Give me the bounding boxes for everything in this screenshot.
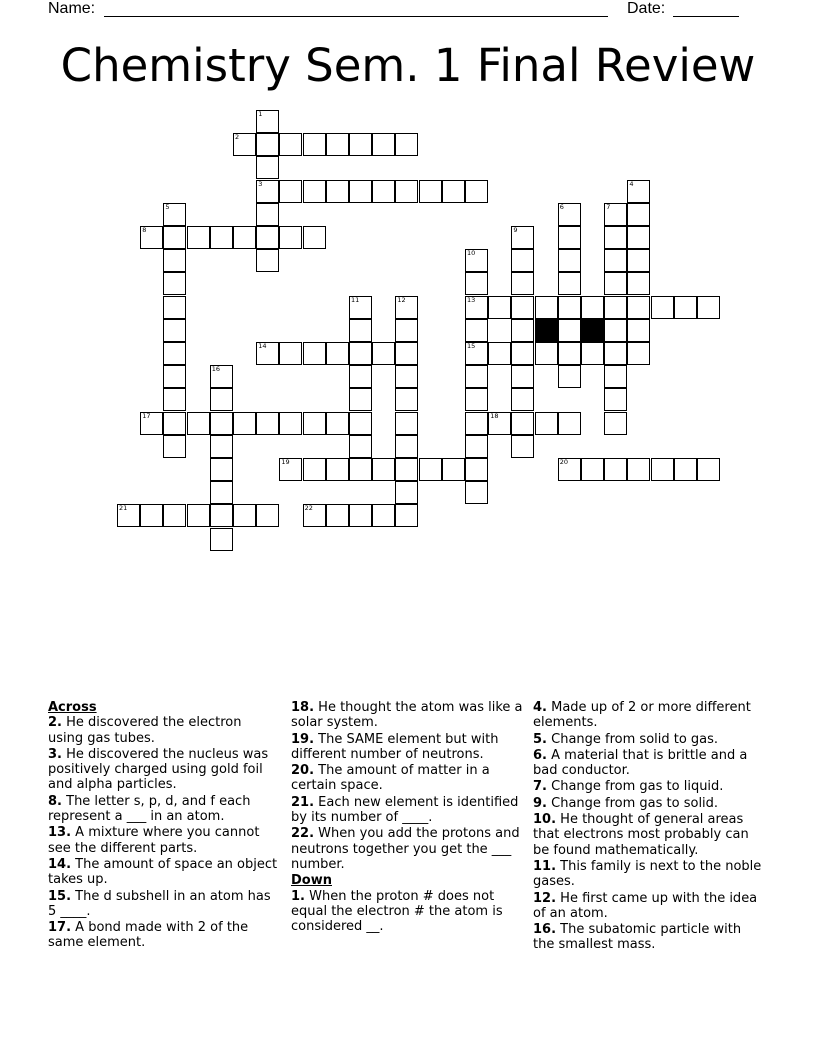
grid-cell[interactable]	[674, 296, 697, 319]
down-heading: Down	[291, 873, 332, 889]
clue-text: This family is next to the noble gases.	[533, 858, 762, 890]
clue-item	[533, 700, 765, 731]
clue-number: 7.	[533, 779, 547, 795]
grid-cell[interactable]	[279, 133, 302, 156]
grid-cell[interactable]	[140, 412, 163, 435]
clue-number: 2.	[48, 715, 62, 731]
clue-item	[533, 748, 765, 779]
clue-item	[48, 889, 280, 920]
grid-cell[interactable]	[349, 504, 372, 527]
clue-number: 1.	[291, 888, 305, 904]
clue-text: A mixture where you cannot see the different parts.	[48, 825, 260, 856]
grid-cell[interactable]	[210, 504, 233, 527]
grid-cell[interactable]	[558, 319, 581, 342]
grid-cell[interactable]	[627, 319, 650, 342]
grid-cell[interactable]	[372, 458, 395, 481]
clue-number: 21.	[291, 794, 315, 810]
grid-cell[interactable]	[303, 226, 326, 249]
grid-cell[interactable]	[627, 458, 650, 481]
clue-text: The SAME element but with different number of neutrons.	[291, 731, 499, 762]
grid-cell[interactable]	[349, 342, 372, 365]
clue-number: 22.	[291, 826, 315, 842]
grid-cell[interactable]	[303, 412, 326, 435]
grid-cell[interactable]	[395, 435, 418, 458]
grid-cell[interactable]	[558, 412, 581, 435]
clue-item	[48, 920, 280, 951]
grid-cell[interactable]	[163, 249, 186, 272]
cell-number: 21	[119, 504, 128, 513]
grid-cell[interactable]	[511, 412, 534, 435]
grid-cell[interactable]	[419, 180, 442, 203]
cell-number: 19	[281, 458, 290, 466]
grid-cell[interactable]	[627, 272, 650, 295]
clue-item	[291, 826, 525, 872]
clue-number: 13.	[48, 825, 72, 841]
clue-item	[533, 796, 765, 811]
grid-cell[interactable]	[651, 296, 674, 319]
grid-cell[interactable]	[511, 388, 534, 411]
clue-number: 18.	[291, 700, 315, 715]
grid-cell[interactable]	[627, 180, 650, 203]
grid-cell[interactable]	[326, 504, 349, 527]
clue-item	[48, 715, 280, 746]
grid-cell[interactable]	[163, 226, 186, 249]
grid-cell[interactable]	[256, 180, 279, 203]
grid-cell[interactable]	[465, 388, 488, 411]
grid-cell[interactable]	[395, 458, 418, 481]
grid-cell[interactable]	[395, 412, 418, 435]
grid-cell[interactable]	[627, 342, 650, 365]
grid-cell[interactable]	[604, 272, 627, 295]
clue-item	[291, 732, 525, 763]
grid-cell[interactable]	[465, 412, 488, 435]
clue-item	[291, 889, 525, 935]
grid-cell[interactable]	[511, 296, 534, 319]
cell-number: 18	[490, 411, 499, 420]
grid-cell[interactable]	[558, 249, 581, 272]
clue-item	[291, 763, 525, 794]
grid-cell[interactable]	[163, 319, 186, 342]
cell-number: 16	[211, 365, 221, 374]
grid-cell[interactable]	[604, 458, 627, 481]
grid-cell[interactable]	[163, 388, 186, 411]
grid-cell[interactable]	[488, 412, 511, 435]
cell-number: 10	[467, 249, 476, 258]
clue-number: 15.	[48, 888, 72, 904]
grid-cell[interactable]	[465, 342, 488, 365]
grid-cell[interactable]	[349, 133, 372, 156]
grid-cell[interactable]	[604, 203, 627, 226]
clue-text: He thought of general areas that electrons most probably can be found mathematically.	[533, 812, 749, 858]
grid-cell[interactable]	[210, 458, 233, 481]
grid-cell[interactable]	[279, 458, 302, 481]
clue-text: The amount of space an object takes up.	[48, 856, 278, 888]
grid-cell[interactable]	[395, 319, 418, 342]
page-title: Chemistry Sem. 1 Final Review	[60, 39, 756, 92]
clue-text: When the proton # does not equal the electron # the atom is considered __.	[291, 888, 503, 935]
clue-item	[48, 747, 280, 793]
grid-cell[interactable]	[604, 388, 627, 411]
grid-cell[interactable]	[349, 412, 372, 435]
cell-number: 8	[142, 226, 147, 234]
grid-cell[interactable]	[511, 342, 534, 365]
clue-item	[533, 779, 765, 794]
grid-cell[interactable]	[210, 365, 233, 388]
grid-cell[interactable]	[303, 133, 326, 156]
cell-number: 2	[235, 133, 240, 142]
cell-number: 9	[513, 226, 518, 234]
grid-cell[interactable]	[163, 203, 186, 226]
cell-number: 13	[467, 295, 476, 304]
clue-text: Each new element is identified by its number of ____.	[291, 794, 519, 826]
grid-cell[interactable]	[187, 412, 210, 435]
grid-cell[interactable]	[558, 226, 581, 249]
grid-cell[interactable]	[163, 435, 186, 458]
clue-column-2	[291, 700, 525, 935]
grid-cell[interactable]	[395, 481, 418, 504]
clue-text: The subatomic particle with the smallest mass.	[533, 922, 742, 953]
grid-cell[interactable]	[349, 180, 372, 203]
grid-cell[interactable]	[187, 226, 210, 249]
grid-cell[interactable]	[627, 296, 650, 319]
grid-cell[interactable]	[627, 226, 650, 249]
grid-cell[interactable]	[511, 435, 534, 458]
clue-item	[48, 794, 280, 825]
grid-cell[interactable]	[395, 180, 418, 203]
grid-cell[interactable]	[465, 296, 488, 319]
clue-item	[533, 859, 765, 890]
grid-cell[interactable]	[535, 296, 558, 319]
grid-cell[interactable]	[140, 504, 163, 527]
grid-cell[interactable]	[279, 412, 302, 435]
clue-number: 10.	[533, 812, 557, 828]
cell-number: 22	[304, 504, 313, 513]
grid-cell[interactable]	[326, 342, 349, 365]
grid-cell[interactable]	[511, 226, 534, 249]
clue-text: He first came up with the idea of an atom.	[533, 890, 758, 921]
clue-item	[48, 825, 280, 856]
grid-cell[interactable]	[163, 412, 186, 435]
clue-text: A material that is brittle and a bad conductor.	[533, 747, 748, 779]
grid-cell[interactable]	[256, 203, 279, 226]
grid-cell[interactable]	[163, 272, 186, 295]
grid-cell[interactable]	[395, 365, 418, 388]
grid-cell[interactable]	[372, 133, 395, 156]
across-heading: Across	[48, 700, 97, 715]
clue-number: 11.	[533, 858, 557, 874]
grid-cell[interactable]	[395, 388, 418, 411]
grid-cell[interactable]	[303, 180, 326, 203]
grid-cell[interactable]	[233, 412, 256, 435]
cell-number: 17	[142, 411, 151, 420]
grid-cell[interactable]	[256, 156, 279, 179]
grid-cell[interactable]	[558, 203, 581, 226]
cell-number: 1	[258, 110, 263, 118]
grid-cell[interactable]	[233, 226, 256, 249]
clue-item	[533, 891, 765, 922]
cell-number: 12	[397, 295, 406, 304]
grid-cell[interactable]	[465, 272, 488, 295]
clue-number: 9.	[533, 795, 547, 811]
grid-cell[interactable]	[326, 180, 349, 203]
grid-cell[interactable]	[326, 412, 349, 435]
cell-number: 11	[351, 295, 360, 304]
grid-cell[interactable]	[210, 226, 233, 249]
cell-number: 6	[559, 202, 564, 211]
grid-cell[interactable]	[210, 481, 233, 504]
grid-cell[interactable]	[604, 365, 627, 388]
grid-cell[interactable]	[511, 365, 534, 388]
grid-cell[interactable]	[511, 319, 534, 342]
grid-cell[interactable]	[349, 435, 372, 458]
grid-cell[interactable]	[163, 296, 186, 319]
clue-item	[533, 732, 765, 747]
clue-item	[533, 922, 765, 953]
grid-cell[interactable]	[210, 435, 233, 458]
grid-cell[interactable]	[140, 226, 163, 249]
grid-cell[interactable]	[558, 342, 581, 365]
clue-item	[533, 812, 765, 858]
grid-cell[interactable]	[279, 342, 302, 365]
grid-cell[interactable]	[558, 365, 581, 388]
grid-cell[interactable]	[465, 319, 488, 342]
grid-cell[interactable]	[465, 481, 488, 504]
grid-cell[interactable]	[465, 458, 488, 481]
grid-cell[interactable]	[372, 504, 395, 527]
black-cell	[535, 319, 558, 342]
grid-cell[interactable]	[558, 458, 581, 481]
grid-cell[interactable]	[256, 504, 279, 527]
grid-cell[interactable]	[349, 365, 372, 388]
grid-cell[interactable]	[233, 133, 256, 156]
grid-cell[interactable]	[581, 342, 604, 365]
clue-number: 5.	[533, 731, 547, 747]
grid-cell[interactable]	[442, 458, 465, 481]
grid-cell[interactable]	[372, 180, 395, 203]
grid-cell[interactable]	[511, 249, 534, 272]
clue-column-3	[533, 700, 765, 954]
grid-cell[interactable]	[674, 458, 697, 481]
grid-cell[interactable]	[349, 388, 372, 411]
black-cell	[581, 319, 604, 342]
grid-cell[interactable]	[349, 319, 372, 342]
grid-cell[interactable]	[117, 504, 140, 527]
grid-cell[interactable]	[163, 365, 186, 388]
clue-item	[291, 700, 525, 731]
clue-text: He discovered the nucleus was positively charged using gold foil and alpha particles.	[48, 746, 269, 793]
clue-number: 4.	[533, 700, 547, 715]
grid-cell[interactable]	[163, 504, 186, 527]
grid-cell[interactable]	[488, 342, 511, 365]
grid-cell[interactable]	[465, 435, 488, 458]
clue-text: Change from solid to gas.	[551, 731, 719, 747]
grid-cell[interactable]	[395, 133, 418, 156]
clue-item	[291, 795, 525, 826]
clue-column-1	[48, 700, 280, 952]
clue-number: 16.	[533, 922, 557, 938]
grid-cell[interactable]	[326, 458, 349, 481]
clue-number: 12.	[533, 890, 557, 906]
grid-cell[interactable]	[303, 504, 326, 527]
grid-cell[interactable]	[581, 458, 604, 481]
grid-cell[interactable]	[210, 412, 233, 435]
cell-number: 7	[606, 202, 611, 211]
grid-cell[interactable]	[210, 528, 233, 551]
grid-cell[interactable]	[697, 296, 720, 319]
grid-cell[interactable]	[604, 412, 627, 435]
grid-cell[interactable]	[627, 203, 650, 226]
clue-text: He discovered the electron using gas tubes.	[48, 715, 242, 746]
cell-number: 5	[165, 202, 170, 211]
clue-number: 20.	[291, 763, 315, 779]
grid-cell[interactable]	[465, 249, 488, 272]
grid-cell[interactable]	[604, 249, 627, 272]
grid-cell[interactable]	[233, 504, 256, 527]
grid-cell[interactable]	[303, 458, 326, 481]
grid-cell[interactable]	[488, 296, 511, 319]
clue-item	[48, 857, 280, 888]
grid-cell[interactable]	[279, 226, 302, 249]
grid-cell[interactable]	[256, 110, 279, 133]
grid-cell[interactable]	[372, 342, 395, 365]
grid-cell[interactable]	[535, 412, 558, 435]
grid-cell[interactable]	[256, 249, 279, 272]
clue-text: Change from gas to solid.	[551, 795, 719, 811]
grid-cell[interactable]	[535, 342, 558, 365]
grid-cell[interactable]	[395, 504, 418, 527]
clue-text: The letter s, p, d, and f each represent a ___ in an atom.	[48, 793, 251, 825]
grid-cell[interactable]	[697, 458, 720, 481]
clue-text: Change from gas to liquid.	[551, 779, 724, 795]
clue-number: 14.	[48, 856, 72, 872]
grid-cell[interactable]	[187, 504, 210, 527]
cell-number: 4	[629, 179, 634, 188]
grid-cell[interactable]	[395, 342, 418, 365]
grid-cell[interactable]	[651, 458, 674, 481]
grid-cell[interactable]	[349, 458, 372, 481]
grid-cell[interactable]	[465, 180, 488, 203]
grid-cell[interactable]	[604, 319, 627, 342]
grid-cell[interactable]	[627, 249, 650, 272]
clue-number: 19.	[291, 731, 315, 747]
clue-text: When you add the protons and neutrons together you get the ___ number.	[291, 826, 520, 872]
clue-text: He thought the atom was like a solar system.	[291, 700, 523, 731]
cell-number: 15	[467, 342, 476, 350]
grid-cell[interactable]	[256, 342, 279, 365]
grid-cell[interactable]	[256, 226, 279, 249]
grid-cell[interactable]	[604, 226, 627, 249]
grid-cell[interactable]	[210, 388, 233, 411]
grid-cell[interactable]	[581, 296, 604, 319]
grid-cell[interactable]	[558, 296, 581, 319]
clue-text: A bond made with 2 of the same element.	[48, 920, 249, 951]
grid-cell[interactable]	[395, 296, 418, 319]
clue-text: Made up of 2 or more different elements.	[533, 700, 751, 731]
grid-cell[interactable]	[349, 296, 372, 319]
clue-number: 3.	[48, 746, 62, 762]
cell-number: 20	[559, 458, 569, 466]
grid-cell[interactable]	[303, 342, 326, 365]
grid-cell[interactable]	[256, 412, 279, 435]
grid-cell[interactable]	[442, 180, 465, 203]
grid-cell[interactable]	[326, 133, 349, 156]
clue-text: The d subshell in an atom has 5 ____.	[48, 888, 271, 919]
clue-number: 17.	[48, 920, 72, 936]
clue-number: 8.	[48, 793, 62, 809]
grid-cell[interactable]	[465, 365, 488, 388]
cell-number: 3	[258, 179, 263, 188]
grid-cell[interactable]	[419, 458, 442, 481]
grid-cell[interactable]	[256, 133, 279, 156]
grid-cell[interactable]	[279, 180, 302, 203]
grid-cell[interactable]	[511, 272, 534, 295]
grid-cell[interactable]	[163, 342, 186, 365]
grid-cell[interactable]	[604, 342, 627, 365]
clue-text: The amount of matter in a certain space.	[291, 763, 490, 794]
grid-cell[interactable]	[558, 272, 581, 295]
date-label: Date:	[627, 0, 666, 17]
grid-cell[interactable]	[604, 296, 627, 319]
name-label: Name:	[48, 0, 96, 17]
clue-number: 6.	[533, 747, 547, 763]
cell-number: 14	[258, 342, 267, 350]
